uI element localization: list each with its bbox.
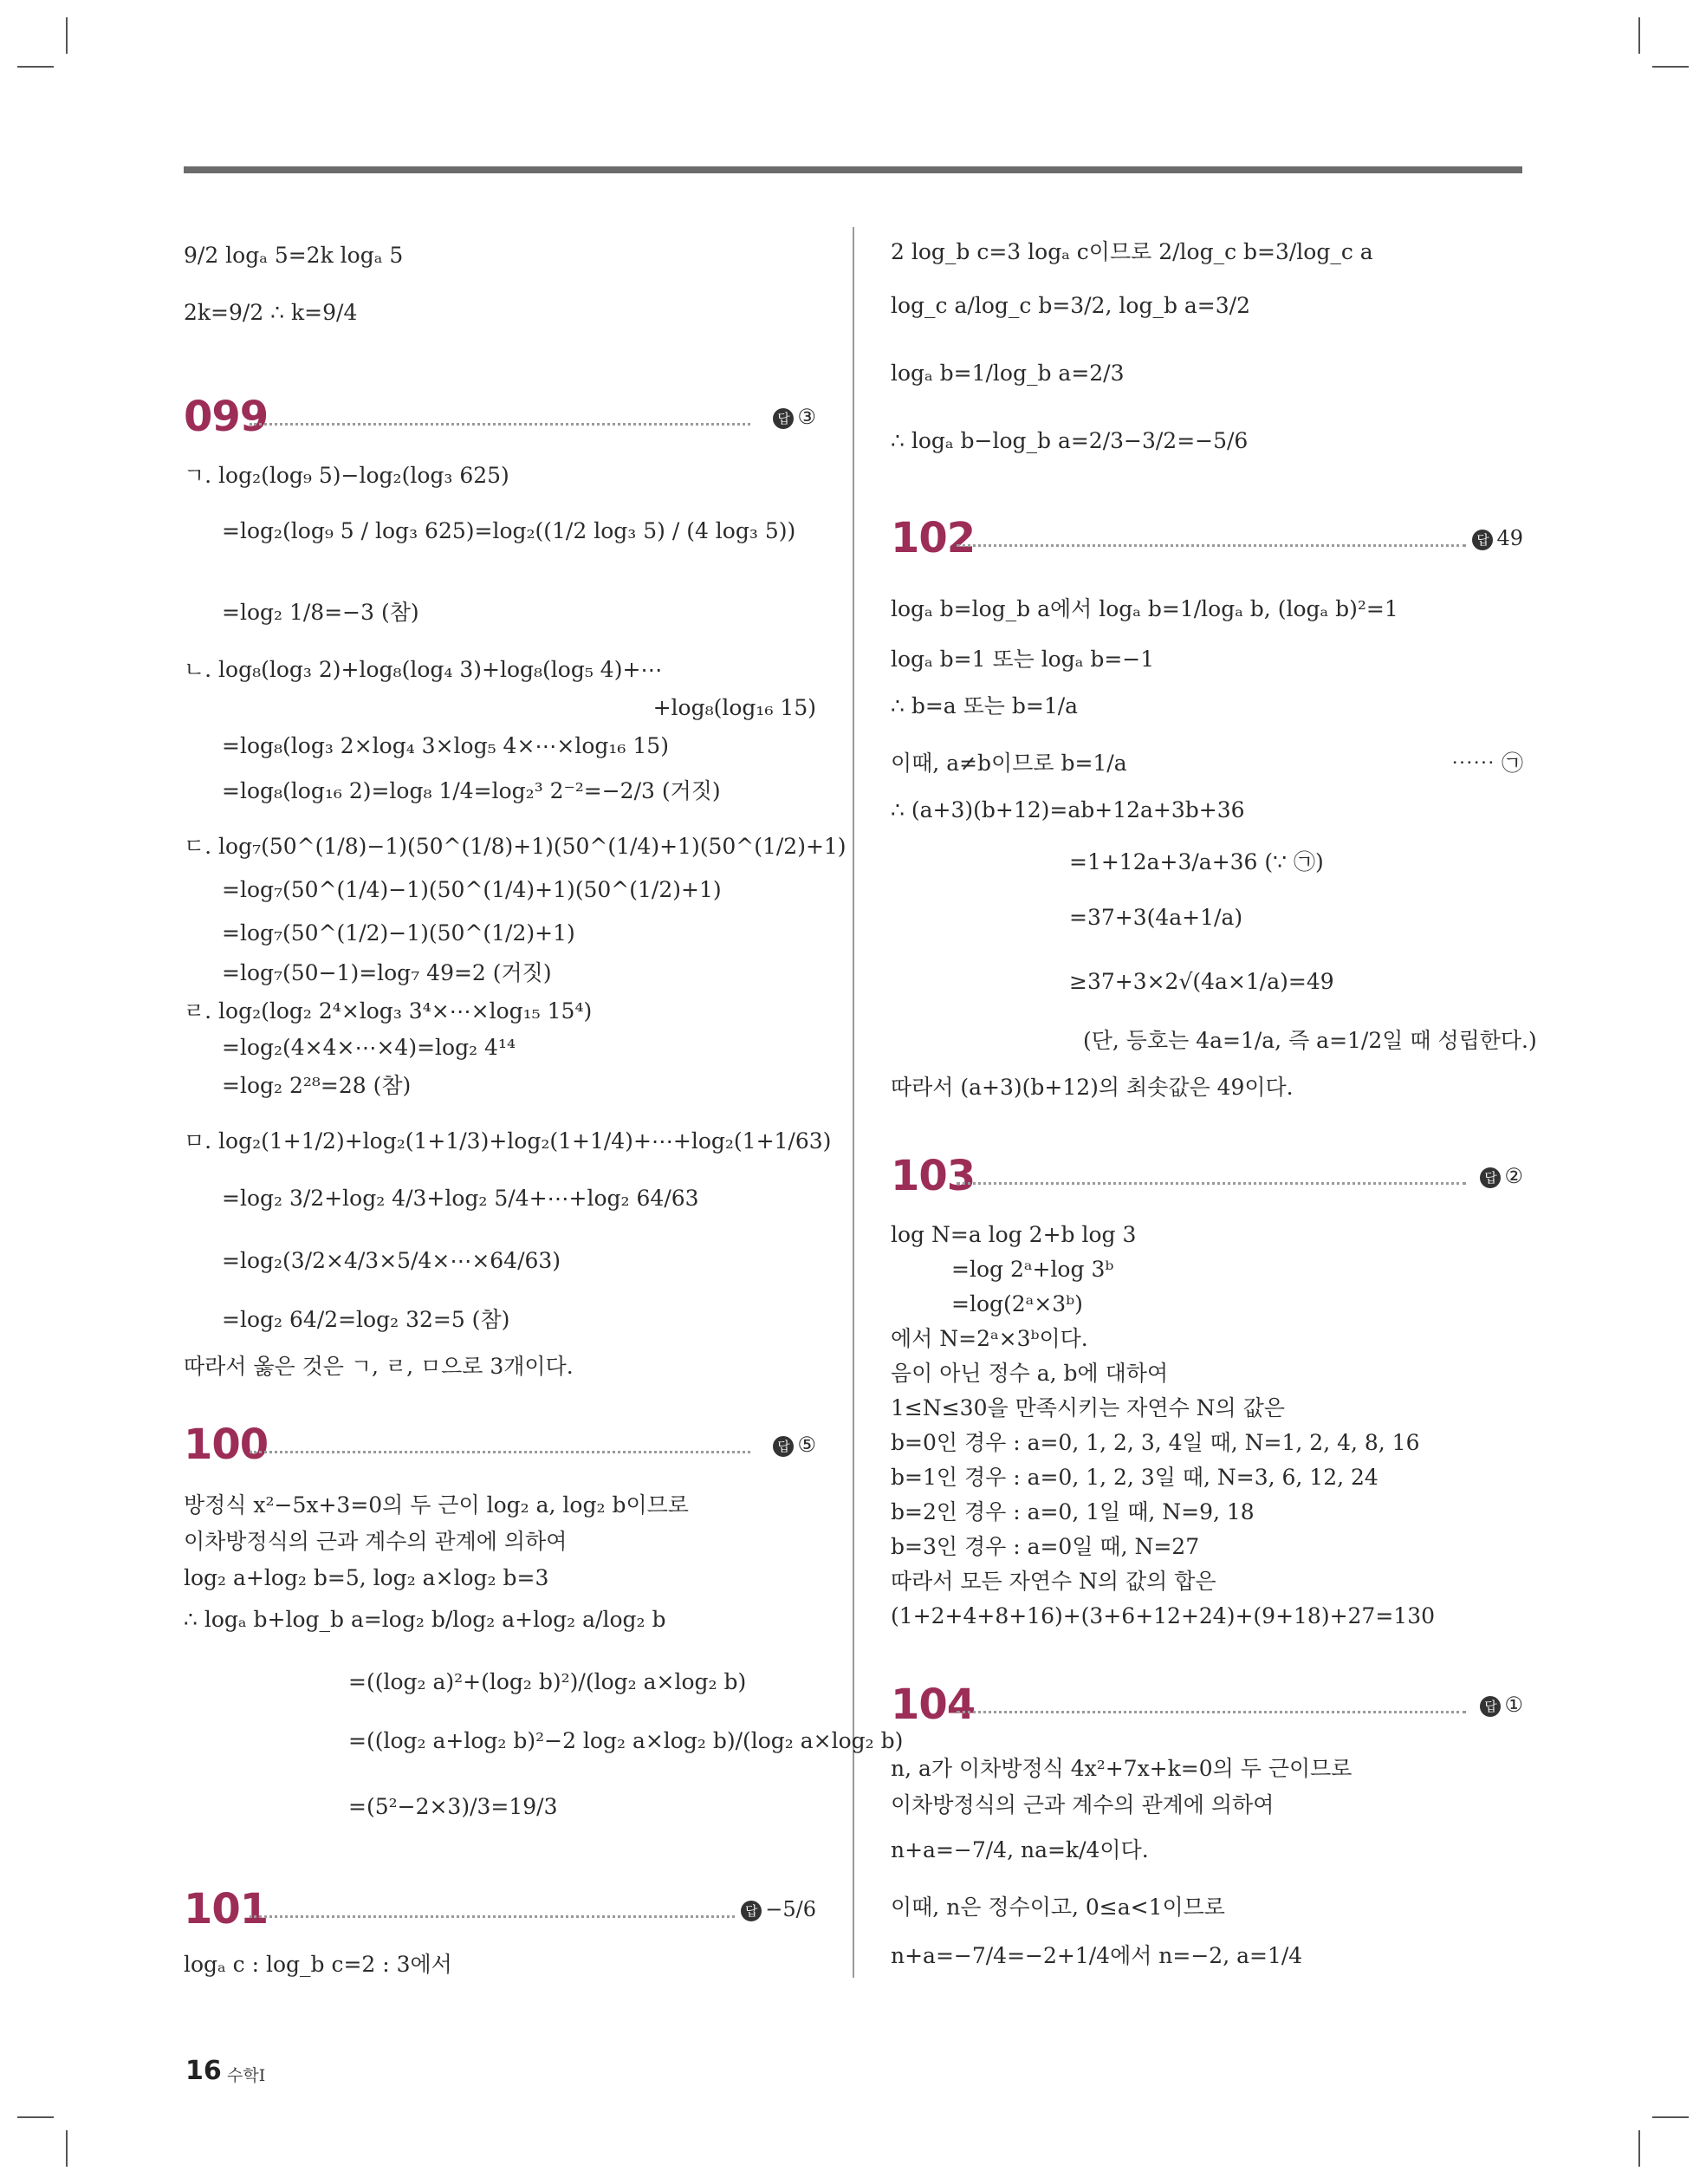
leader-dots (957, 1711, 1466, 1713)
solution-note: (단, 등호는 4a=1/a, 즉 a=1/2일 때 성립한다.) (1083, 1028, 1537, 1053)
solution-line: =37+3(4a+1/a) (1069, 905, 1243, 930)
solution-conclusion: 따라서 옳은 것은 ㄱ, ㄹ, ㅁ으로 3개이다. (184, 1354, 574, 1379)
problem-header-102 (891, 514, 1523, 562)
subject-label: 수학Ⅰ (227, 2066, 266, 2085)
problem-header-099 (184, 395, 816, 439)
solution-line: 1≤N≤30을 만족시키는 자연수 N의 값은 (891, 1395, 1285, 1420)
solution-line: =((log₂ a+log₂ b)²−2 log₂ a×log₂ b)/(log₂ a×log₂ b) (348, 1728, 904, 1753)
header-rule (184, 166, 1522, 173)
answer-label (1472, 523, 1523, 553)
solution-line: ∴ b=a 또는 b=1/a (891, 693, 1079, 718)
solution-line: 이때, n은 정수이고, 0≤a<1이므로 (891, 1895, 1225, 1920)
problem-header-103 (891, 1154, 1523, 1198)
intro-line: 9/2 logₐ 5=2k logₐ 5 (184, 243, 404, 268)
solution-line: =1+12a+3/a+36 (∵ ㉠) (1069, 849, 1324, 874)
solution-line: n, a가 이차방정식 4x²+7x+k=0의 두 근이므로 (891, 1756, 1352, 1781)
answer-value: ⑤ (797, 1433, 816, 1457)
answer-label (1480, 1690, 1523, 1719)
answer-value: ③ (797, 405, 816, 429)
solution-line: =log₂ 3/2+log₂ 4/3+log₂ 5/4+⋯+log₂ 64/63 (222, 1186, 699, 1211)
intro-line: 2k=9/2 ∴ k=9/4 (184, 300, 358, 325)
answer-badge: 답 (773, 408, 794, 429)
problem-number: 099 (184, 393, 269, 441)
solution-line: ㄹ. log₂(log₂ 2⁴×log₃ 3⁴×⋯×log₁₅ 15⁴) (184, 998, 593, 1024)
answer-value: 49 (1496, 526, 1523, 550)
crop-mark (1652, 2116, 1689, 2118)
solution-line: =log₂ 2²⁸=28 (참) (222, 1073, 412, 1098)
crop-mark (66, 2130, 68, 2167)
solution-line: =log 2ᵃ+log 3ᵇ (951, 1257, 1114, 1282)
solution-line: =log₇(50^(1/4)−1)(50^(1/4)+1)(50^(1/2)+1) (222, 877, 722, 902)
crop-mark (17, 2116, 54, 2118)
solution-line: 이때, a≠b이므로 b=1/a (891, 751, 1127, 776)
problem-header-100 (184, 1420, 816, 1469)
crop-mark (1638, 2130, 1640, 2167)
solution-line: log₂ a+log₂ b=5, log₂ a×log₂ b=3 (184, 1565, 549, 1590)
solution-conclusion: 따라서 (a+3)(b+12)의 최솟값은 49이다. (891, 1075, 1294, 1100)
solution-line: ≥37+3×2√(4a×1/a)=49 (1069, 969, 1334, 994)
crop-mark (66, 17, 68, 54)
solution-line: =log(2ᵃ×3ᵇ) (951, 1291, 1083, 1316)
answer-badge: 답 (1472, 530, 1493, 550)
crop-mark (17, 66, 54, 68)
solution-line: ∴ logₐ b−log_b a=2/3−3/2=−5/6 (891, 428, 1249, 453)
solution-line: =log₂(4×4×⋯×4)=log₂ 4¹⁴ (222, 1035, 516, 1060)
solution-line: 따라서 모든 자연수 N의 값의 합은 (891, 1569, 1216, 1594)
solution-line: 에서 N=2ᵃ×3ᵇ이다. (891, 1326, 1088, 1351)
answer-label (741, 1895, 816, 1924)
solution-line: =log₂ 64/2=log₂ 32=5 (참) (222, 1307, 510, 1332)
solution-line: ∴ (a+3)(b+12)=ab+12a+3b+36 (891, 797, 1245, 822)
solution-line: =log₂(3/2×4/3×5/4×⋯×64/63) (222, 1248, 561, 1273)
column-divider (853, 227, 854, 1978)
solution-line: 이차방정식의 근과 계수의 관계에 의하여 (891, 1792, 1275, 1817)
solution-line: =log₈(log₁₆ 2)=log₈ 1/4=log₂³ 2⁻²=−2/3 (거짓) (222, 778, 721, 803)
problem-number: 103 (891, 1152, 976, 1200)
leader-dots (250, 1451, 750, 1453)
solution-line: =log₈(log₃ 2×log₄ 3×log₅ 4×⋯×log₁₆ 15) (222, 733, 669, 758)
solution-conclusion: (1+2+4+8+16)+(3+6+12+24)+(9+18)+27=130 (891, 1603, 1436, 1628)
problem-header-101 (184, 1885, 816, 1934)
solution-line: b=0인 경우 : a=0, 1, 2, 3, 4일 때, N=1, 2, 4, 8, 16 (891, 1430, 1420, 1455)
answer-label (1480, 1161, 1523, 1191)
solution-line: log N=a log 2+b log 3 (891, 1222, 1137, 1247)
solution-line: b=3인 경우 : a=0일 때, N=27 (891, 1534, 1200, 1559)
solution-line: 방정식 x²−5x+3=0의 두 근이 log₂ a, log₂ b이므로 (184, 1492, 689, 1518)
problem-number: 104 (891, 1680, 976, 1729)
solution-line: ∴ logₐ b+log_b a=log₂ b/log₂ a+log₂ a/log₂ b (184, 1607, 666, 1632)
solution-line: logₐ c : log_b c=2 : 3에서 (184, 1952, 452, 1977)
answer-badge: 답 (741, 1901, 762, 1921)
equation-marker: ⋯⋯ ㉠ (1451, 751, 1523, 776)
solution-line: =(5²−2×3)/3=19/3 (348, 1794, 558, 1819)
problem-number: 101 (184, 1885, 269, 1934)
solution-line: 2 log_b c=3 logₐ c이므로 2/log_c b=3/log_c a (891, 239, 1373, 264)
leader-dots (957, 544, 1466, 547)
solution-line: ㄱ. log₂(log₉ 5)−log₂(log₃ 625) (184, 463, 509, 488)
leader-dots (957, 1182, 1466, 1185)
crop-mark (1652, 66, 1689, 68)
solution-line: logₐ b=log_b a에서 logₐ b=1/logₐ b, (logₐ b)²=1 (891, 596, 1398, 621)
solution-line: b=2인 경우 : a=0, 1일 때, N=9, 18 (891, 1499, 1255, 1524)
solution-line: logₐ b=1/log_b a=2/3 (891, 361, 1125, 386)
answer-badge: 답 (1480, 1696, 1501, 1717)
leader-dots (250, 423, 750, 426)
solution-line: b=1인 경우 : a=0, 1, 2, 3일 때, N=3, 6, 12, 24 (891, 1465, 1378, 1490)
crop-mark (1638, 17, 1640, 54)
solution-line: +log₈(log₁₆ 15) (652, 695, 816, 720)
solution-line: =log₂(log₉ 5 / log₃ 625)=log₂((1/2 log₃ 5) / (4 log₃ 5)) (222, 518, 796, 543)
solution-line: ㅁ. log₂(1+1/2)+log₂(1+1/3)+log₂(1+1/4)+⋯+log₂(1+1/63) (184, 1128, 832, 1154)
solution-line: =((log₂ a)²+(log₂ b)²)/(log₂ a×log₂ b) (348, 1669, 747, 1694)
solution-line: ㄴ. log₈(log₃ 2)+log₈(log₄ 3)+log₈(log₅ 4)+⋯ (184, 657, 663, 682)
leader-dots (250, 1915, 735, 1918)
page-number: 16 (185, 2056, 222, 2086)
answer-value: ② (1504, 1164, 1523, 1188)
problem-number: 102 (891, 514, 976, 562)
solution-line: n+a=−7/4=−2+1/4에서 n=−2, a=1/4 (891, 1943, 1303, 1968)
solution-line: ㄷ. log₇(50^(1/8)−1)(50^(1/8)+1)(50^(1/4)+1)(50^(1/2)+1) (184, 834, 847, 859)
problem-header-104 (891, 1680, 1523, 1729)
solution-line: logₐ b=1 또는 logₐ b=−1 (891, 647, 1155, 672)
answer-badge: 답 (1480, 1167, 1501, 1188)
answer-label (773, 402, 816, 432)
solution-line: =log₂ 1/8=−3 (참) (222, 600, 419, 625)
answer-value: −5/6 (765, 1897, 816, 1921)
answer-badge: 답 (773, 1436, 794, 1457)
answer-value: ① (1504, 1693, 1523, 1717)
problem-number: 100 (184, 1420, 269, 1469)
solution-line: 음이 아닌 정수 a, b에 대하여 (891, 1361, 1169, 1386)
solution-line: =log₇(50−1)=log₇ 49=2 (거짓) (222, 960, 552, 985)
solution-line: =log₇(50^(1/2)−1)(50^(1/2)+1) (222, 920, 575, 946)
solution-line: n+a=−7/4, na=k/4이다. (891, 1837, 1149, 1862)
solution-line: 이차방정식의 근과 계수의 관계에 의하여 (184, 1529, 568, 1554)
solution-line: log_c a/log_c b=3/2, log_b a=3/2 (891, 293, 1250, 318)
answer-label (773, 1430, 816, 1459)
